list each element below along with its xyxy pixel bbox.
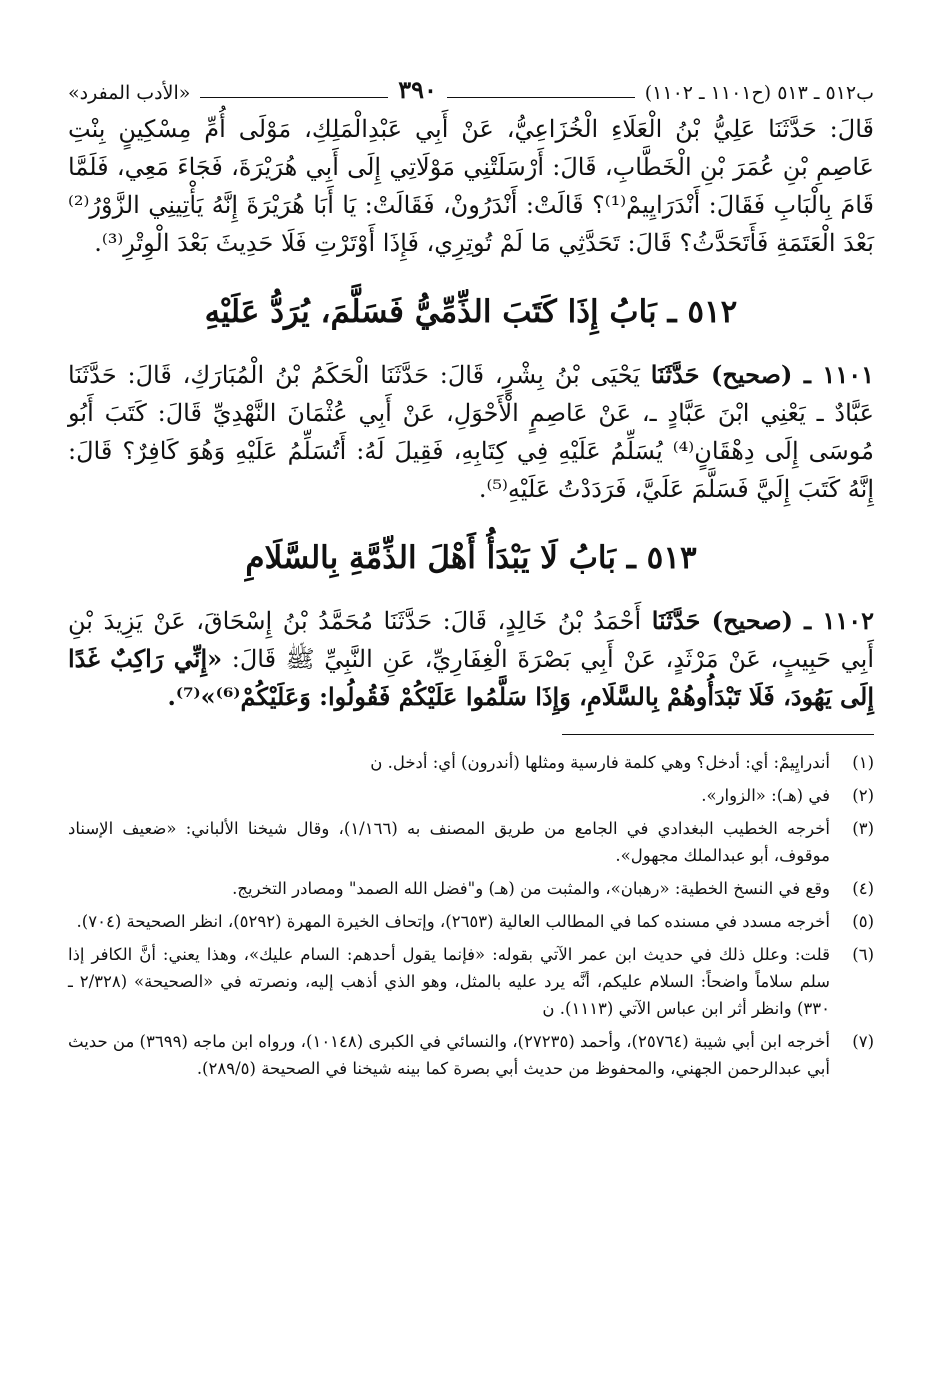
footnote-text: وقع في النسخ الخطية: «رهبان»، والمثبت من (هـ) و"فضل الله الصمد" ومصادر التخريج. [232,879,830,898]
footnote-number: (٥) [852,912,874,931]
header-rule-left [200,96,388,98]
hadith-1101-number: ١١٠١ ـ (صحيح) حَدَّثَنَا [650,360,874,389]
hadith-1101-text: يَحْيَى بْنُ بِشْرٍ، قَالَ: حَدَّثَنَا الْحَكَمُ بْنُ الْمُبَارَكِ، قَالَ: حَدَّثَنَا عَبَّادٌ ـ يَعْنِي ابْنَ عَبَّادٍ ـ، عَنْ عَاصِمٍ الْأَحْوَلِ، عَنْ أَبِي عُثْمَانَ النَّهْدِيِّ قَالَ: كَتَبَ أَبُو مُوسَى إِلَى دِهْقَانٍ⁽⁴⁾ يُسَلِّمُ عَلَيْهِ فِي كِتَابِهِ، فَقِيلَ لَهُ: أَتُسَلِّمُ عَلَيْهِ وَهُوَ كَافِرٌ؟ قَالَ: إِنَّهُ كَتَبَ إِلَيَّ فَسَلَّمَ عَلَيَّ، فَرَدَدْتُ عَلَيْهِ⁽⁵⁾. [68,361,874,503]
footnote-text: قلت: وعلل ذلك في حديث ابن عمر الآتي بقوله: «فإنما يقول أحدهم: السام عليك»، وهذا يعني: أنَّ الكافر إذا سلم سلاماً واضحاً: السلام عليكم، أنَّه يرد عليه بالمثل، وهو الذي أذهب إليه، ونصرته في «الصحيحة» (٢/٣٢٨ ـ ٣٣٠) وانظر أثر ابن عباس الآتي (١١١٣). ن [68,945,830,1018]
footnote-4 [68,875,874,902]
footnote-number: (٧) [852,1032,874,1051]
footnote-3 [68,815,874,869]
header-rule-right [447,96,635,98]
hadith-range-label: ب٥١٢ ـ ٥١٣ (ح١١٠١ ـ ١١٠٢) [644,82,874,104]
footnote-number: (٦) [852,945,874,964]
footnote-text: في (هـ): «الزوار». [701,786,830,805]
running-header [68,70,874,104]
footnote-separator [562,734,874,735]
footnote-2 [68,782,874,809]
hadith-1102-chain: أَحْمَدُ بْنُ خَالِدٍ، قَالَ: حَدَّثَنَا مُحَمَّدُ بْنُ إِسْحَاقَ، عَنْ يَزِيدَ بْنِ أَبِي حَبِيبٍ، عَنْ مَرْثَدٍ، عَنْ أَبِي بَصْرَةَ الْغِفَارِيِّ، عَنِ النَّبِيِّ ﷺ قَالَ: [68,607,875,673]
chapter-heading-513: ٥١٣ ـ بَابُ لَا يَبْدَأُ أَهْلَ الذِّمَّةِ بِالسَّلَامِ [245,540,697,576]
chapter-heading-512: ٥١٢ ـ بَابُ إِذَا كَتَبَ الذِّمِّيُّ فَسَلَّمَ، يُرَدُّ عَلَيْهِ [204,294,738,330]
footnotes [68,734,874,1082]
footnote-1 [68,749,874,776]
hadith-1102-matn: «إِنِّي رَاكِبٌ غَدًا إِلَى يَهُودَ، فَلَا تَبْدَأُوهُمْ بِالسَّلَامِ، وَإِذَا سَلَّمُوا عَلَيْكُمْ فَقُولُوا: وَعَلَيْكُمْ⁽⁶⁾»⁽⁷⁾. [68,644,874,711]
footnote-number: (٢) [852,786,874,805]
footnote-text: أخرجه الخطيب البغدادي في الجامع من طريق المصنف به (١/١٦٦)، وقال شيخنا الألباني: «ضعيف الإسناد موقوف، أبو عبدالملك مجهول». [68,819,830,865]
footnote-6 [68,941,874,1022]
footnote-text: أخرجه مسدد في مسنده كما في المطالب العالية (٢٦٥٣)، وإتحاف الخيرة المهرة (٥٢٩٢)، انظر الصحيحة (٧٠٤). [76,912,830,931]
hadith-1102-number: ١١٠٢ ـ (صحيح) حَدَّثَنَا [651,606,874,635]
footnote-7 [68,1028,874,1082]
footnote-number: (٣) [852,819,874,838]
page-number: ٣٩٠ [398,75,437,104]
book-title: «الأدب المفرد» [68,82,191,104]
footnote-number: (١) [852,753,874,772]
continued-hadith-text: قَالَ: حَدَّثَنَا عَلِيُّ بْنُ الْعَلَاءِ الْخُزَاعِيُّ، عَنْ أَبِي عَبْدِالْمَلِكِ، مَوْلَى أُمِّ مِسْكِينٍ بِنْتِ عَاصِمِ بْنِ عُمَرَ بْنِ الْخَطَّابِ، قَالَ: أَرْسَلَتْنِي مَوْلَاتِي إِلَى أَبِي هُرَيْرَةَ، فَجَاءَ مَعِي، فَلَمَّا قَامَ بِالْبَابِ فَقَالَ: أَنْدَرَايِيمْ⁽¹⁾؟ قَالَتْ: أَنْدَرُونْ، فَقَالَتْ: يَا أَبَا هُرَيْرَةَ إِنَّهُ يَأْتِينِي الزَّوْرُ⁽²⁾ بَعْدَ الْعَتَمَةِ فَأَتَحَدَّثُ؟ قَالَ: تَحَدَّثِي مَا لَمْ تُوتِرِي، فَإِذَا أَوْتَرْتِ فَلَا حَدِيثَ بَعْدَ الْوِتْرِ⁽³⁾. [68,115,874,257]
hadith-1102 [68,602,874,716]
footnote-5 [68,908,874,935]
footnote-text: أخرجه ابن أبي شيبة (٢٥٧٦٤)، وأحمد (٢٧٢٣٥)، والنسائي في الكبرى (١٠١٤٨)، ورواه ابن ماجه (٣٦٩٩) من حديث أبي عبدالرحمن الجهني، والمحفوظ من حديث أبي بصرة كما بينه شيخنا في الصحيحة (٢٨٩/٥). [68,1032,830,1078]
hadith-1101 [68,356,874,508]
footnote-text: أندرايِيمْ: أي: أدخل؟ وهي كلمة فارسية ومثلها (أندرون) أي: أدخل. ن [370,753,830,772]
footnote-number: (٤) [852,879,874,898]
